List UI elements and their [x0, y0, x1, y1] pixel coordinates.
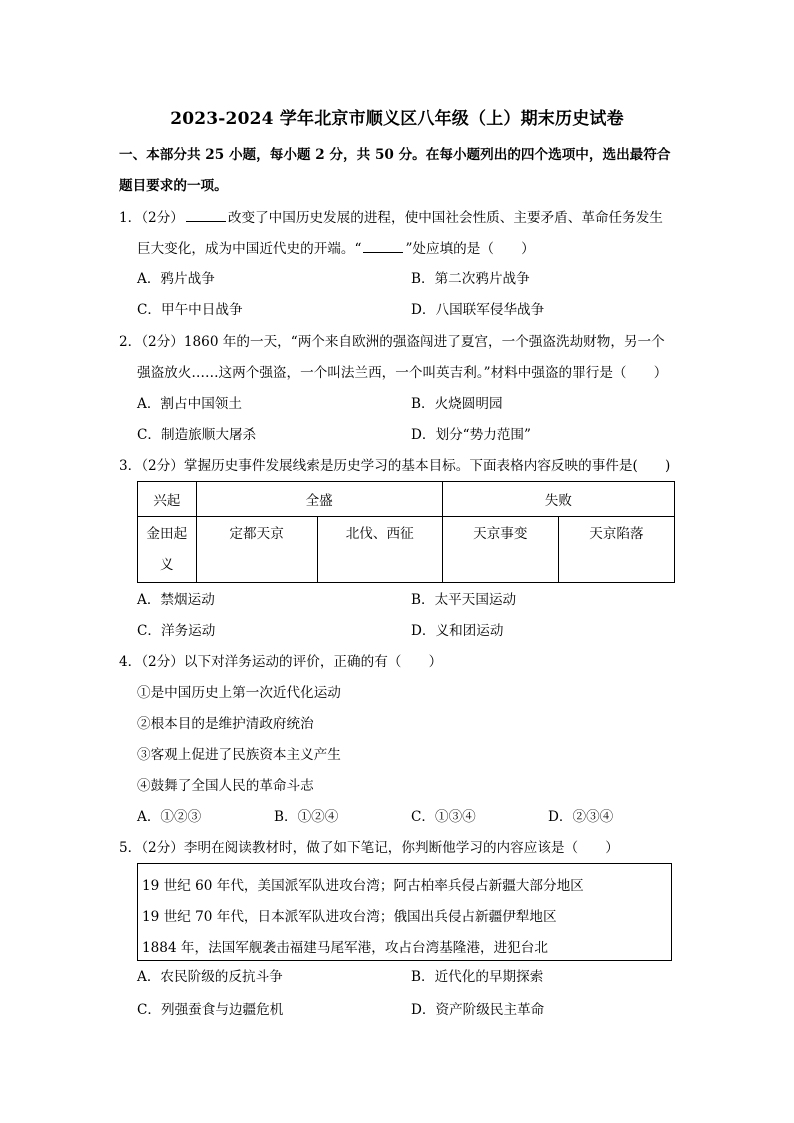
option-d[interactable]: D．划分“势力范围”	[411, 427, 531, 443]
answer-blank	[363, 239, 403, 253]
question-text: ”处应填的是（ ）	[405, 241, 535, 257]
option-d[interactable]: D．②③④	[548, 809, 614, 825]
answer-blank	[186, 208, 226, 222]
option-b[interactable]: B．近代化的早期探索	[411, 969, 544, 985]
statement-item: ②根本目的是维护清政府统治	[137, 716, 314, 732]
question-text: （2分）以下对洋务运动的评价，正确的有（ ）	[141, 654, 443, 670]
table-cell	[138, 517, 197, 583]
statement-item: ④鼓舞了全国人民的革命斗志	[137, 778, 314, 794]
question-3-line1	[119, 457, 670, 475]
question-text: 巨大变化，成为中国近代史的开端。“	[137, 241, 362, 257]
table-header-peak: 全盛	[196, 482, 442, 517]
option-b[interactable]: B．第二次鸦片战争	[411, 271, 530, 287]
question-text: （2分）	[141, 210, 184, 226]
question-text: （2分）掌握历史事件发展线索是历史学习的基本目标。下面表格内容反映的事件是( )	[141, 458, 671, 474]
notes-box	[137, 863, 672, 961]
option-b[interactable]: B．①②④	[274, 809, 339, 825]
question-4-line1	[119, 653, 442, 671]
option-c[interactable]: C．制造旅顺大屠杀	[137, 427, 257, 443]
table-cell: 北伐、西征	[317, 517, 442, 583]
section-instruction-line2: 题目要求的一项。	[119, 178, 228, 194]
question-text: 改变了中国历史发展的进程，使中国社会性质、主要矛盾、革命任务发生	[227, 210, 663, 226]
question-text: （2分）李明在阅读教材时，做了如下笔记，你判断他学习的内容应该是（ ）	[141, 840, 619, 856]
page-title: 2023-2024 学年北京市顺义区八年级（上）期末历史试卷	[170, 109, 624, 129]
table-cell: 天京事变	[442, 517, 558, 583]
note-line: 19 世纪 70 年代，日本派军队进攻台湾；俄国出兵侵占新疆伊犁地区	[142, 909, 557, 925]
note-line: 1884 年，法国军舰袭击福建马尾军港，攻占台湾基隆港，进犯台北	[142, 940, 548, 956]
table-cell: 天京陷落	[558, 517, 674, 583]
option-a[interactable]: A．鸦片战争	[137, 271, 215, 287]
question-number: 4．	[119, 654, 142, 670]
question-number: 5．	[119, 840, 142, 856]
question-number: 1．	[119, 210, 142, 226]
option-b[interactable]: B．太平天国运动	[411, 592, 517, 608]
option-d[interactable]: D．资产阶级民主革命	[411, 1002, 545, 1018]
option-c[interactable]: C．①③④	[411, 809, 476, 825]
table-cell-text: 义	[160, 557, 174, 573]
table-header-fail: 失败	[442, 482, 674, 517]
question-2-line2: 强盗放火……这两个强盗，一个叫法兰西，一个叫英吉利。”材料中强盗的罪行是（ ）	[137, 365, 668, 381]
option-c[interactable]: C．洋务运动	[137, 623, 216, 639]
option-c[interactable]: C．列强蚕食与边疆危机	[137, 1002, 284, 1018]
question-1-line2	[137, 239, 535, 258]
question-number: 3．	[119, 458, 142, 474]
question-2-line1	[119, 333, 665, 351]
statement-item: ①是中国历史上第一次近代化运动	[137, 685, 341, 701]
note-line: 19 世纪 60 年代，美国派军队进攻台湾；阿古柏率兵侵占新疆大部分地区	[142, 878, 584, 894]
events-table	[137, 481, 675, 583]
option-a[interactable]: A．禁烟运动	[137, 592, 215, 608]
question-5-line1	[119, 839, 619, 857]
table-cell: 定都天京	[196, 517, 317, 583]
option-a[interactable]: A．农民阶级的反抗斗争	[137, 969, 283, 985]
option-d[interactable]: D．八国联军侵华战争	[411, 302, 545, 318]
question-text: （2分）1860 年的一天，“两个来自欧洲的强盗闯进了夏宫，一个强盗洗劫财物，另一个	[141, 334, 665, 350]
table-header-rise: 兴起	[138, 482, 197, 517]
question-1-line1	[119, 208, 663, 227]
section-instruction-line1: 一、本部分共 25 小题，每小题 2 分，共 50 分。在每小题列出的四个选项中，选出最符合	[119, 147, 671, 163]
table-cell-text: 金田起	[146, 526, 188, 542]
option-a[interactable]: A．①②③	[137, 809, 202, 825]
option-c[interactable]: C．甲午中日战争	[137, 302, 243, 318]
question-number: 2．	[119, 334, 142, 350]
option-b[interactable]: B．火烧圆明园	[411, 396, 503, 412]
option-a[interactable]: A．割占中国领土	[137, 396, 242, 412]
statement-item: ③客观上促进了民族资本主义产生	[137, 747, 341, 763]
option-d[interactable]: D．义和团运动	[411, 623, 504, 639]
